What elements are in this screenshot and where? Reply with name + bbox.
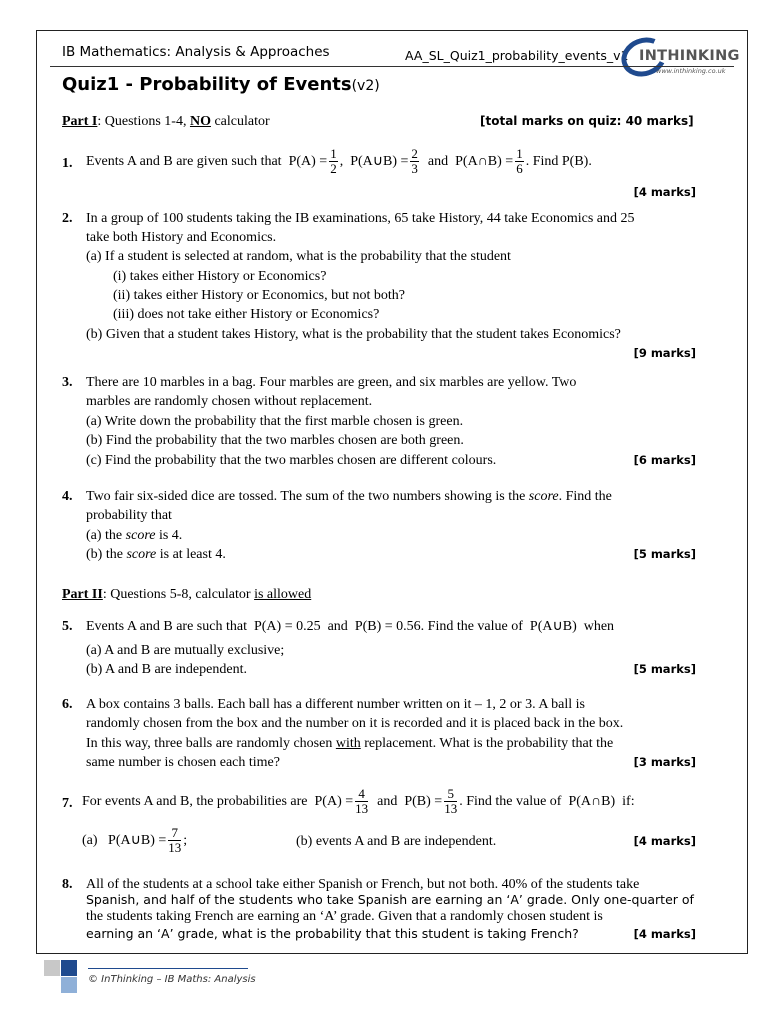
footer-square-gray (44, 960, 60, 976)
footer-text: © InThinking – IB Maths: Analysis (88, 974, 256, 985)
q6-line4: same number is chosen each time? (86, 755, 280, 770)
q8-line4: earning an ‘A’ grade, what is the probability that this student is taking French? (86, 926, 579, 941)
q5-number: 5. (62, 619, 73, 634)
q2-number: 2. (62, 211, 73, 226)
q2-line2: take both History and Economics. (86, 230, 277, 245)
q3-part-a: (a) Write down the probability that the first marble chosen is green. (86, 414, 464, 429)
q2-part-a-ii: (ii) takes either History or Economics, but not both? (113, 288, 405, 303)
total-marks: [total marks on quiz: 40 marks] (480, 114, 694, 128)
q1-marks: [4 marks] (633, 185, 696, 199)
q8-line2: Spanish, and half of the students who take Spanish are earning an ‘A’ grade. Only one-quarter of (86, 892, 694, 907)
q6-line3: In this way, three balls are randomly chosen with replacement. What is the probability that the (86, 736, 614, 751)
q7-marks: [4 marks] (633, 834, 696, 848)
q6-line2: randomly chosen from the box and the number on it is recorded and it is placed back in the box. (86, 716, 624, 731)
q2-marks: [9 marks] (633, 346, 696, 360)
q7-part-b: (b) events A and B are independent. (296, 834, 497, 849)
q2-part-a-iii: (iii) does not take either History or Economics? (113, 307, 380, 322)
inthinking-logo (621, 38, 739, 78)
q2-line1: In a group of 100 students taking the IB examinations, 65 take History, 44 take Economics and 25 (86, 211, 635, 226)
q5-part-b: (b) A and B are independent. (86, 662, 247, 677)
q6-line1: A box contains 3 balls. Each ball has a different number written on it – 1, 2 or 3. A ball is (86, 697, 585, 712)
part2-heading: Part II: Questions 5-8, calculator is allowed (62, 587, 312, 602)
q2-part-b: (b) Given that a student takes History, what is the probability that the student takes Economics? (86, 327, 621, 342)
q4-line2: probability that (86, 508, 172, 523)
q3-marks: [6 marks] (633, 453, 696, 467)
q8-number: 8. (62, 877, 73, 892)
page-title: Quiz1 - Probability of Events(v2) (62, 74, 380, 95)
q2-part-a-i: (i) takes either History or Economics? (113, 269, 327, 284)
q8-line1: All of the students at a school take either Spanish or French, but not both. 40% of the students take (86, 877, 640, 892)
q1-text: Events A and B are given such that P(A) = $\frac{1}{2}$ , P(A∪B) = $\frac{2}{3}$ and P(A∩B) = $\frac{1}{6}$ . Find P(B). (86, 146, 592, 177)
q2-part-a: (a) If a student is selected at random, what is the probability that the student (86, 249, 511, 264)
logo-text: INTHINKING (639, 48, 740, 64)
file-id: AA_SL_Quiz1_probability_events_v1 (405, 48, 629, 63)
q4-number: 4. (62, 489, 73, 504)
q8-line3: the students taking French are earning an ‘A’ grade. Given that a randomly chosen student is (86, 909, 603, 924)
q3-part-c: (c) Find the probability that the two marbles chosen are different colours. (86, 453, 497, 468)
header-rule (50, 66, 734, 67)
q8-marks: [4 marks] (633, 927, 696, 941)
q7-part-a: (a) P(A∪B) = $\frac{7}{13}$ ; (82, 825, 188, 856)
part1-heading: Part I: Questions 1-4, NO calculator (62, 114, 270, 129)
q4-line1: Two fair six-sided dice are tossed. The sum of the two numbers showing is the score. Find the (86, 489, 612, 504)
q3-line1: There are 10 marbles in a bag. Four marbles are green, and six marbles are yellow. Two (86, 375, 577, 390)
footer-square-lightblue (61, 977, 77, 993)
q3-line2: marbles are randomly chosen without replacement. (86, 394, 373, 409)
q5-text: Events A and B are such that P(A) = 0.25 and P(B) = 0.56. Find the value of P(A∪B) when (86, 619, 615, 634)
q4-part-b: (b) the score is at least 4. (86, 547, 226, 562)
footer-rule (88, 968, 248, 969)
q4-part-a: (a) the score is 4. (86, 528, 183, 543)
q1-number: 1. (62, 156, 73, 171)
q6-number: 6. (62, 697, 73, 712)
q7-text: For events A and B, the probabilities are P(A) = $\frac{4}{13}$ and P(B) = $\frac{5}{13}$ . Find the value of P(A∩B) if: (82, 786, 635, 817)
q5-part-a: (a) A and B are mutually exclusive; (86, 643, 285, 658)
q5-marks: [5 marks] (633, 662, 696, 676)
logo-url: www.inthinking.co.uk (656, 67, 726, 75)
course-title: IB Mathematics: Analysis & Approaches (62, 44, 330, 60)
q3-part-b: (b) Find the probability that the two marbles chosen are both green. (86, 433, 464, 448)
footer-square-blue (61, 960, 77, 976)
q3-number: 3. (62, 375, 73, 390)
q4-marks: [5 marks] (633, 547, 696, 561)
q7-number: 7. (62, 796, 73, 811)
q6-marks: [3 marks] (633, 755, 696, 769)
